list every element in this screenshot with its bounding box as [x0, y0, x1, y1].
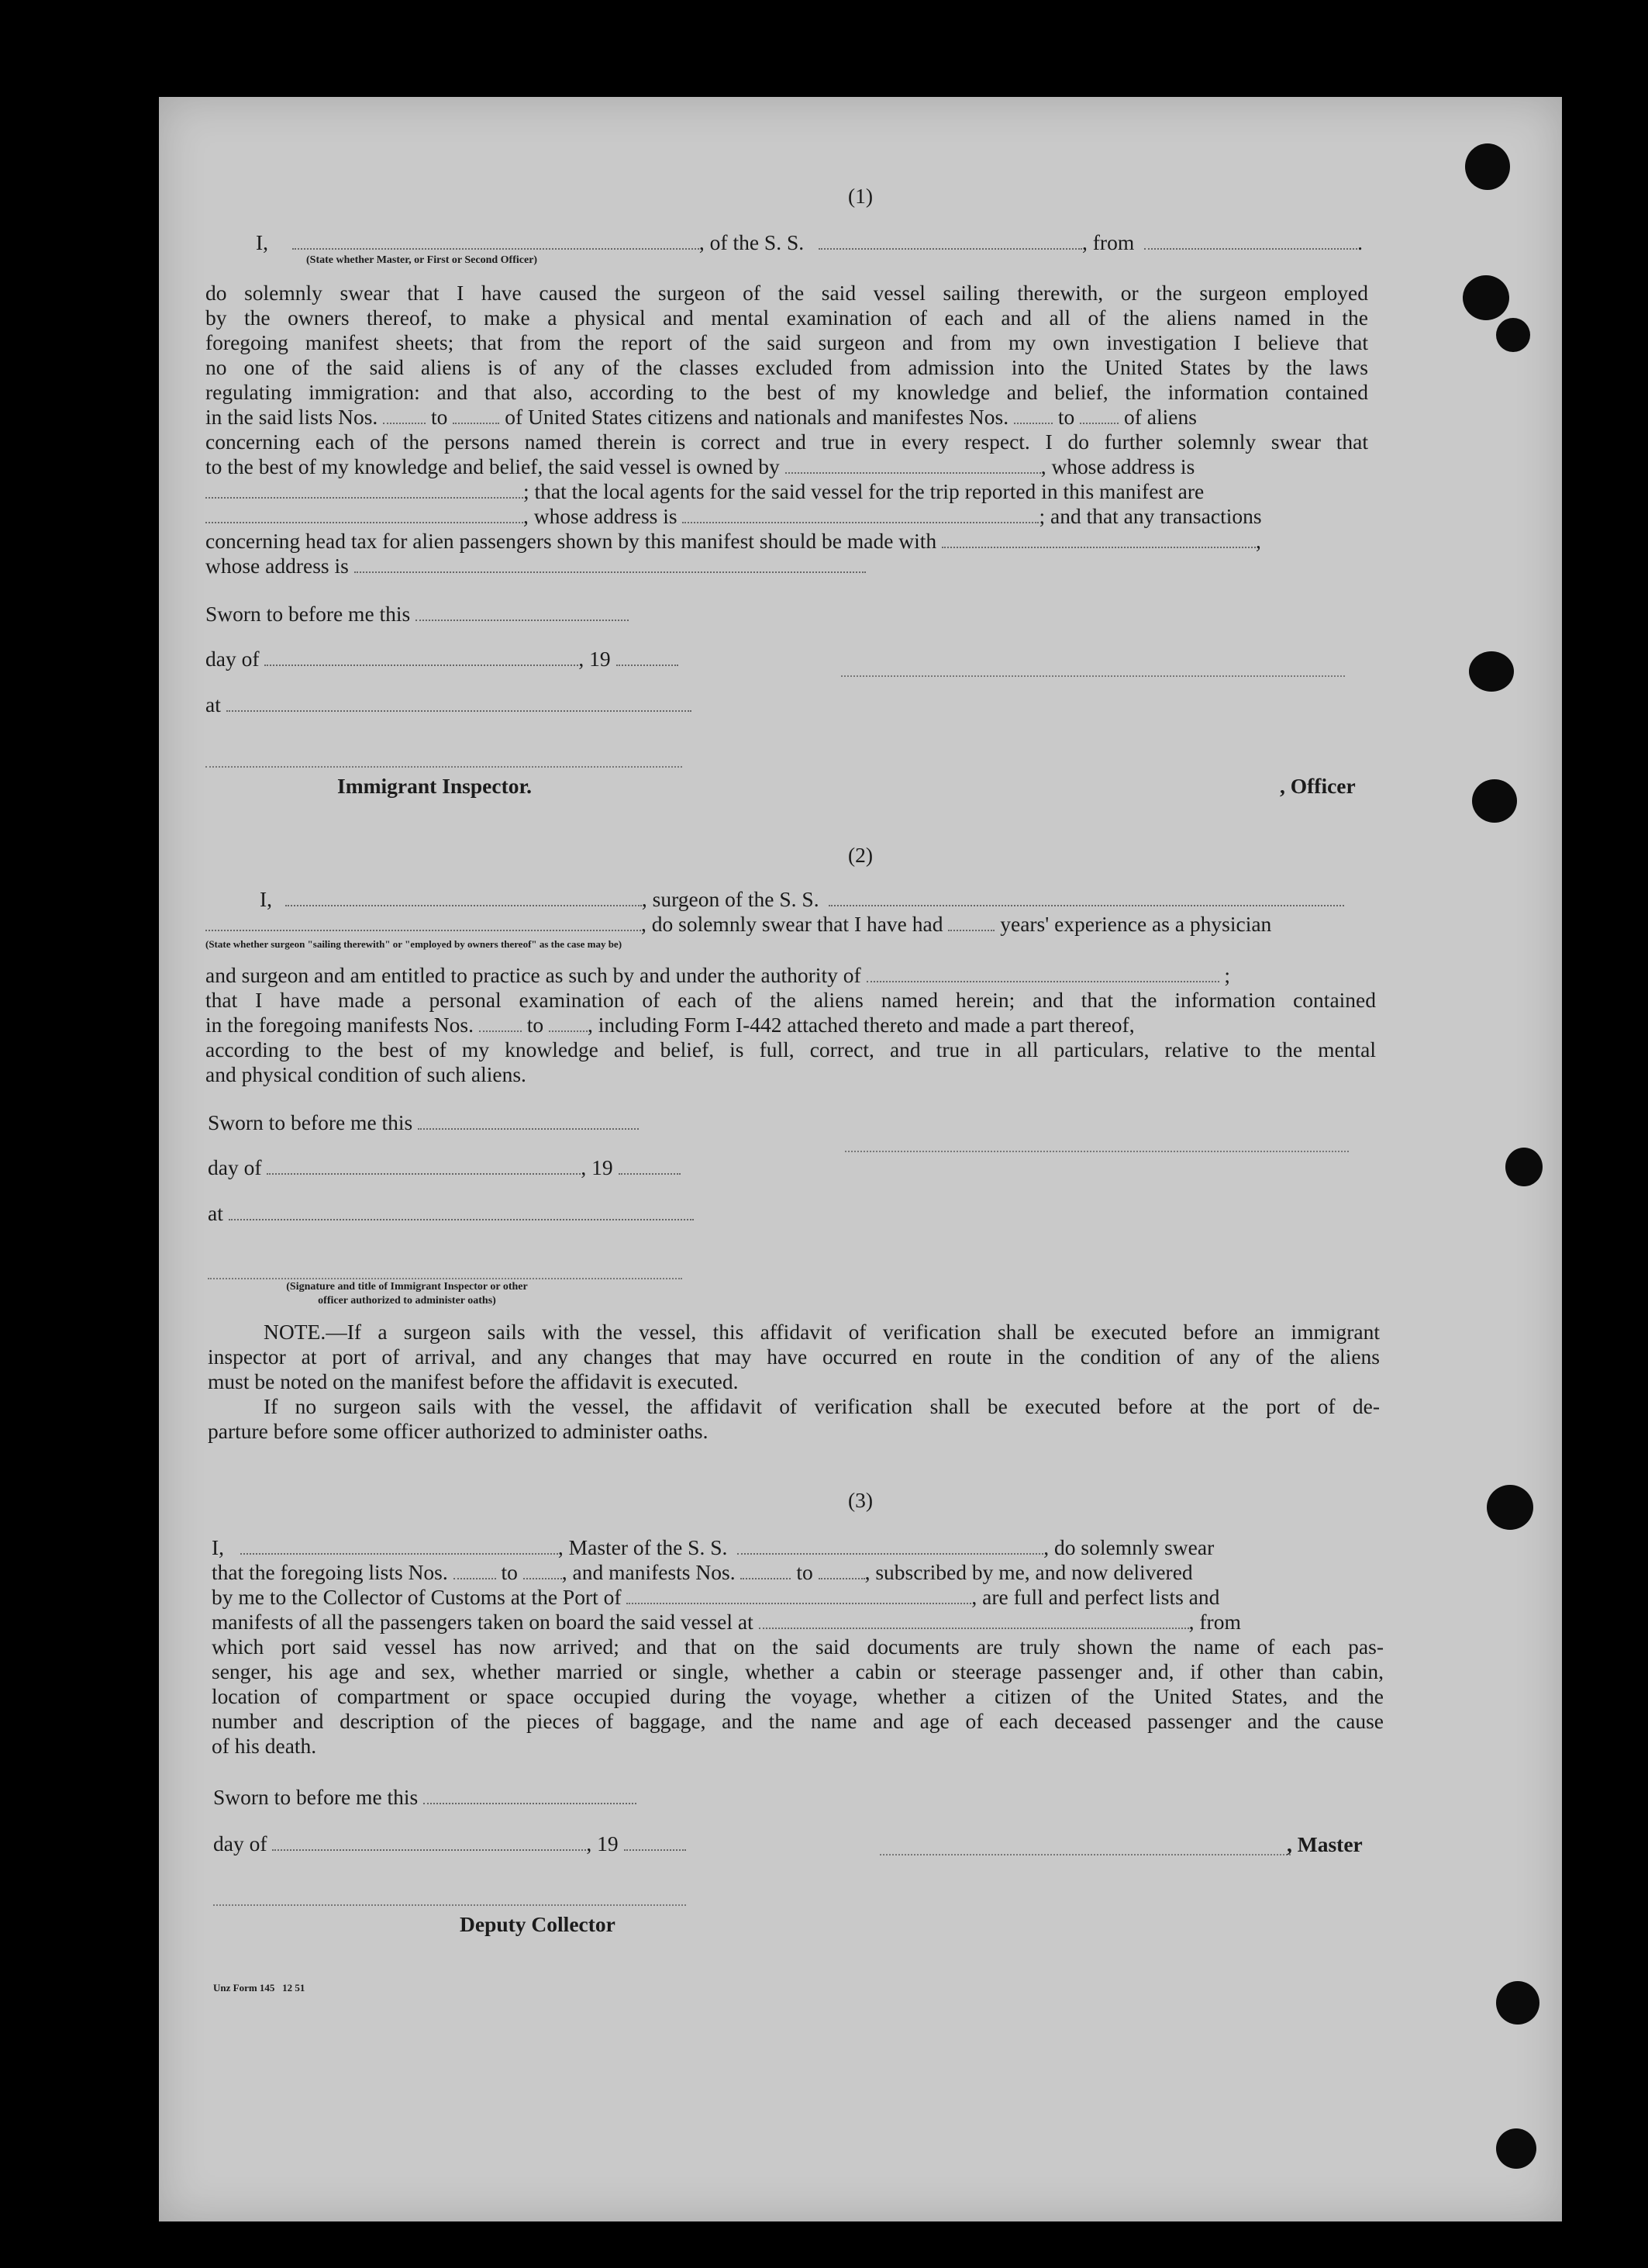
sworn-label: Sworn to before me this	[213, 1785, 419, 1809]
whose-address-label: whose address is	[205, 554, 349, 578]
lists-to-field[interactable]	[523, 1577, 562, 1579]
surgeon-signature-line[interactable]	[845, 1150, 1349, 1152]
section-2-line: according to the best of my knowledge and belief, is full, correct, and true in all particulars, relative to the mental	[205, 1037, 1376, 1062]
note-line: parture before some officer authorized to administer oaths.	[208, 1419, 709, 1443]
section-1-line: regulating immigration: and that also, according to the best of my knowledge and belief, the information contained	[205, 380, 1368, 404]
section-1-line: foregoing manifest sheets; that from the report of the said surgeon and from my own investigation I believe that	[205, 330, 1368, 354]
sworn-date-field[interactable]	[423, 1802, 636, 1804]
section-1-line: by the owners thereof, to make a physical and mental examination of each and all of the aliens named in the	[205, 306, 1368, 330]
head-tax-address-field[interactable]	[354, 571, 866, 573]
manifests-from-field[interactable]	[479, 1030, 522, 1032]
section-1-agent-address-line	[205, 504, 1368, 530]
lists-from-field[interactable]	[383, 422, 426, 424]
at-line-1	[205, 692, 691, 718]
inspector-signature-line[interactable]	[208, 1277, 682, 1279]
punch-hole	[1472, 779, 1517, 823]
at-label: at	[205, 692, 221, 716]
section-2-header-line	[260, 887, 1344, 913]
section-1-header-line	[256, 230, 1450, 256]
sworn-date-field[interactable]	[415, 619, 629, 621]
section-2-manifests-line	[205, 1013, 1376, 1038]
transactions-label: ; and that any transactions	[1039, 504, 1262, 528]
surgeon-status-note: (State whether surgeon "sailing therewith" or "employed by owners thereof" as the case may be)	[205, 938, 622, 950]
punch-hole	[1463, 275, 1509, 320]
full-perfect-label: , are full and perfect lists and	[971, 1585, 1220, 1609]
sworn-label: Sworn to before me this	[208, 1110, 413, 1134]
vessel-name-field[interactable]	[737, 1552, 1043, 1555]
section-3-line: of his death.	[212, 1734, 317, 1758]
year-field[interactable]	[624, 1849, 686, 1851]
pronoun-i: I,	[260, 887, 273, 911]
note-line: NOTE.—If a surgeon sails with the vessel, this affidavit of verification shall be executed before an immigrant	[264, 1320, 1380, 1344]
solemnly-swear-label: , do solemnly swear that I have had	[641, 912, 943, 936]
year-label: , 19	[581, 1155, 613, 1179]
surgeon-name-field[interactable]	[285, 904, 642, 906]
pronoun-i: I,	[212, 1535, 225, 1559]
local-agents-label: ; that the local agents for the said vessel for the trip reported in this manifest are	[523, 479, 1205, 503]
form-i442-label: , including Form I-442 attached thereto and made a part thereof,	[588, 1013, 1135, 1037]
master-name-field[interactable]	[240, 1552, 558, 1555]
at-line-2	[208, 1201, 694, 1227]
officer-note: (State whether Master, or First or Second Officer)	[306, 254, 538, 266]
to-label: to	[501, 1560, 518, 1584]
manifests-to-field[interactable]	[819, 1577, 865, 1579]
lists-nos-label: in the said lists Nos.	[205, 405, 378, 429]
lists-from-field[interactable]	[453, 1577, 496, 1579]
owner-field[interactable]	[785, 471, 1041, 474]
section-1-line: no one of the said aliens is of any of the classes excluded from admission into the United States by the laws	[205, 355, 1368, 379]
authority-label: and surgeon and am entitled to practice as such by and under the authority of	[205, 963, 861, 987]
surgeon-of-ss-label: , surgeon of the S. S.	[641, 887, 819, 911]
at-label: at	[208, 1201, 223, 1225]
month-field[interactable]	[272, 1849, 586, 1851]
note-line: inspector at port of arrival, and any changes that may have occurred en route in the condition of any of the aliens	[208, 1345, 1380, 1369]
day-of-line-2	[208, 1155, 681, 1181]
day-of-label: day of	[208, 1155, 262, 1179]
inspector-signature-line[interactable]	[205, 765, 682, 768]
day-of-line-3	[213, 1831, 686, 1857]
year-label: , 19	[578, 647, 611, 671]
arrival-port-field[interactable]	[626, 1602, 971, 1604]
comma: ,	[1256, 529, 1261, 553]
section-2-line: and physical condition of such aliens.	[205, 1062, 526, 1086]
punch-hole	[1465, 143, 1510, 190]
officer-label: , Officer	[1280, 774, 1356, 798]
note-line: If no surgeon sails with the vessel, the affidavit of verification shall be executed before at the port of de-	[264, 1394, 1380, 1418]
collector-port-label: by me to the Collector of Customs at the Port of	[212, 1585, 622, 1609]
officer-name-field[interactable]	[292, 247, 699, 250]
section-1-line: do solemnly swear that I have caused the surgeon of the said vessel sailing therewith, or the surgeon employed	[205, 281, 1368, 305]
boarding-port-field[interactable]	[759, 1627, 1189, 1629]
deputy-collector-label: Deputy Collector	[460, 1912, 615, 1936]
section-3-line: number and description of the pieces of baggage, and the name and age of each deceased passenger and the cause	[212, 1709, 1384, 1733]
owner-address-field[interactable]	[205, 496, 523, 499]
to-label: to	[1057, 405, 1075, 429]
year-label: , 19	[586, 1831, 619, 1855]
punch-hole	[1469, 651, 1514, 692]
punch-hole	[1496, 318, 1530, 352]
sworn-line-3	[213, 1785, 636, 1811]
master-label: , Master	[1287, 1832, 1363, 1856]
years-experience-label: years' experience as a physician	[1000, 912, 1272, 936]
note-line: must be noted on the manifest before the affidavit is executed.	[208, 1369, 739, 1393]
from-label: , from	[1082, 230, 1135, 254]
manifests-from-field[interactable]	[740, 1577, 791, 1579]
month-field[interactable]	[264, 664, 578, 666]
manifests-nos-label: in the foregoing manifests Nos.	[205, 1013, 474, 1037]
manifests-to-field[interactable]	[1080, 422, 1119, 424]
from-label: , from	[1188, 1610, 1241, 1634]
surgeon-status-field[interactable]	[205, 929, 641, 931]
sworn-line-2	[208, 1110, 639, 1136]
section-3-port-line	[212, 1585, 1384, 1610]
of-aliens-label: of aliens	[1124, 405, 1197, 429]
section-3-line: which port said vessel has now arrived; and that on the said documents are truly shown the name of each pas-	[212, 1635, 1384, 1659]
section-1-lists-line	[205, 405, 1368, 430]
vessel-name-field[interactable]	[819, 247, 1082, 250]
section-1-agents-line	[205, 479, 1368, 505]
lists-to-field[interactable]	[453, 422, 499, 424]
section-1-number: (1)	[847, 184, 874, 208]
master-of-ss-label: , Master of the S. S.	[557, 1535, 728, 1559]
manifests-label: of United States citizens and nationals and manifestes Nos.	[505, 405, 1009, 429]
day-of-line-1	[205, 647, 678, 672]
to-label: to	[796, 1560, 813, 1584]
period: .	[1357, 230, 1363, 254]
section-3-header-line	[212, 1535, 1384, 1561]
punch-hole	[1496, 1981, 1539, 2025]
section-2-experience-line	[205, 912, 1271, 937]
section-2-authority-line	[205, 963, 1376, 989]
lists-nos-label: that the foregoing lists Nos.	[212, 1560, 448, 1584]
signature-note-line: officer authorized to administer oaths)	[318, 1295, 496, 1307]
owner-label: to the best of my knowledge and belief, the said vessel is owned by	[205, 454, 780, 478]
section-1-last-line	[205, 554, 1368, 579]
section-1-headtax-line	[205, 529, 1368, 554]
solemnly-swear-label: , do solemnly swear	[1043, 1535, 1215, 1559]
sworn-date-field[interactable]	[418, 1127, 639, 1130]
to-label: to	[431, 405, 448, 429]
authority-field[interactable]	[867, 980, 1219, 982]
officer-signature-line[interactable]	[841, 675, 1345, 677]
manifests-nos-label: , and manifests Nos.	[561, 1560, 736, 1584]
signature-note-line: (Signature and title of Immigrant Inspector or other	[286, 1281, 528, 1293]
section-2-line: that I have made a personal examination of each of the aliens named herein; and that the information contained	[205, 988, 1376, 1012]
month-field[interactable]	[267, 1172, 581, 1175]
place-field[interactable]	[226, 709, 691, 712]
manifests-to-field[interactable]	[549, 1030, 588, 1032]
departure-port-field[interactable]	[1144, 247, 1357, 250]
document-page	[159, 97, 1562, 2221]
head-tax-label: concerning head tax for alien passengers shown by this manifest should be made with	[205, 529, 937, 553]
form-identifier: Unz Form 145 12 51	[213, 1982, 305, 1994]
day-of-label: day of	[213, 1831, 267, 1855]
day-of-label: day of	[205, 647, 260, 671]
signature-note	[267, 1280, 546, 1308]
section-3-line: senger, his age and sex, whether married or single, whether a cabin or steerage passenger and, if other than cabin,	[212, 1659, 1384, 1683]
section-2-number: (2)	[847, 843, 874, 867]
to-label: to	[526, 1013, 544, 1037]
agents-field[interactable]	[205, 521, 523, 523]
punch-hole	[1496, 2128, 1536, 2169]
place-field[interactable]	[229, 1218, 694, 1220]
year-field[interactable]	[616, 664, 678, 666]
master-signature-line[interactable]	[880, 1853, 1291, 1855]
agents-address-field[interactable]	[682, 521, 1039, 523]
section-3-number: (3)	[847, 1488, 874, 1512]
punch-hole	[1505, 1148, 1543, 1186]
head-tax-contact-field[interactable]	[942, 546, 1256, 548]
of-ss-label: , of the S. S.	[698, 230, 805, 254]
deputy-collector-signature-line[interactable]	[213, 1904, 686, 1906]
sworn-line-1	[205, 602, 629, 627]
years-field[interactable]	[948, 929, 995, 931]
manifests-from-field[interactable]	[1014, 422, 1053, 424]
whose-address-label: , whose address is	[523, 504, 677, 528]
vessel-name-field[interactable]	[829, 904, 1344, 906]
section-3-boarding-line	[212, 1610, 1384, 1635]
section-1-owner-line	[205, 454, 1368, 480]
taken-on-board-label: manifests of all the passengers taken on board the said vessel at	[212, 1610, 753, 1634]
whose-address-label: , whose address is	[1040, 454, 1195, 478]
section-3-line: location of compartment or space occupied during the voyage, whether a citizen of the United States, and the	[212, 1684, 1384, 1708]
subscribed-label: , subscribed by me, and now delivered	[864, 1560, 1193, 1584]
year-field[interactable]	[619, 1172, 681, 1175]
sworn-label: Sworn to before me this	[205, 602, 411, 626]
semicolon: ;	[1224, 963, 1231, 987]
section-1-line: concerning each of the persons named therein is correct and true in every respect. I do further solemnly swear that	[205, 430, 1368, 454]
section-3-lists-line	[212, 1560, 1384, 1586]
pronoun-i: I,	[256, 230, 269, 254]
immigrant-inspector-label: Immigrant Inspector.	[337, 774, 533, 798]
